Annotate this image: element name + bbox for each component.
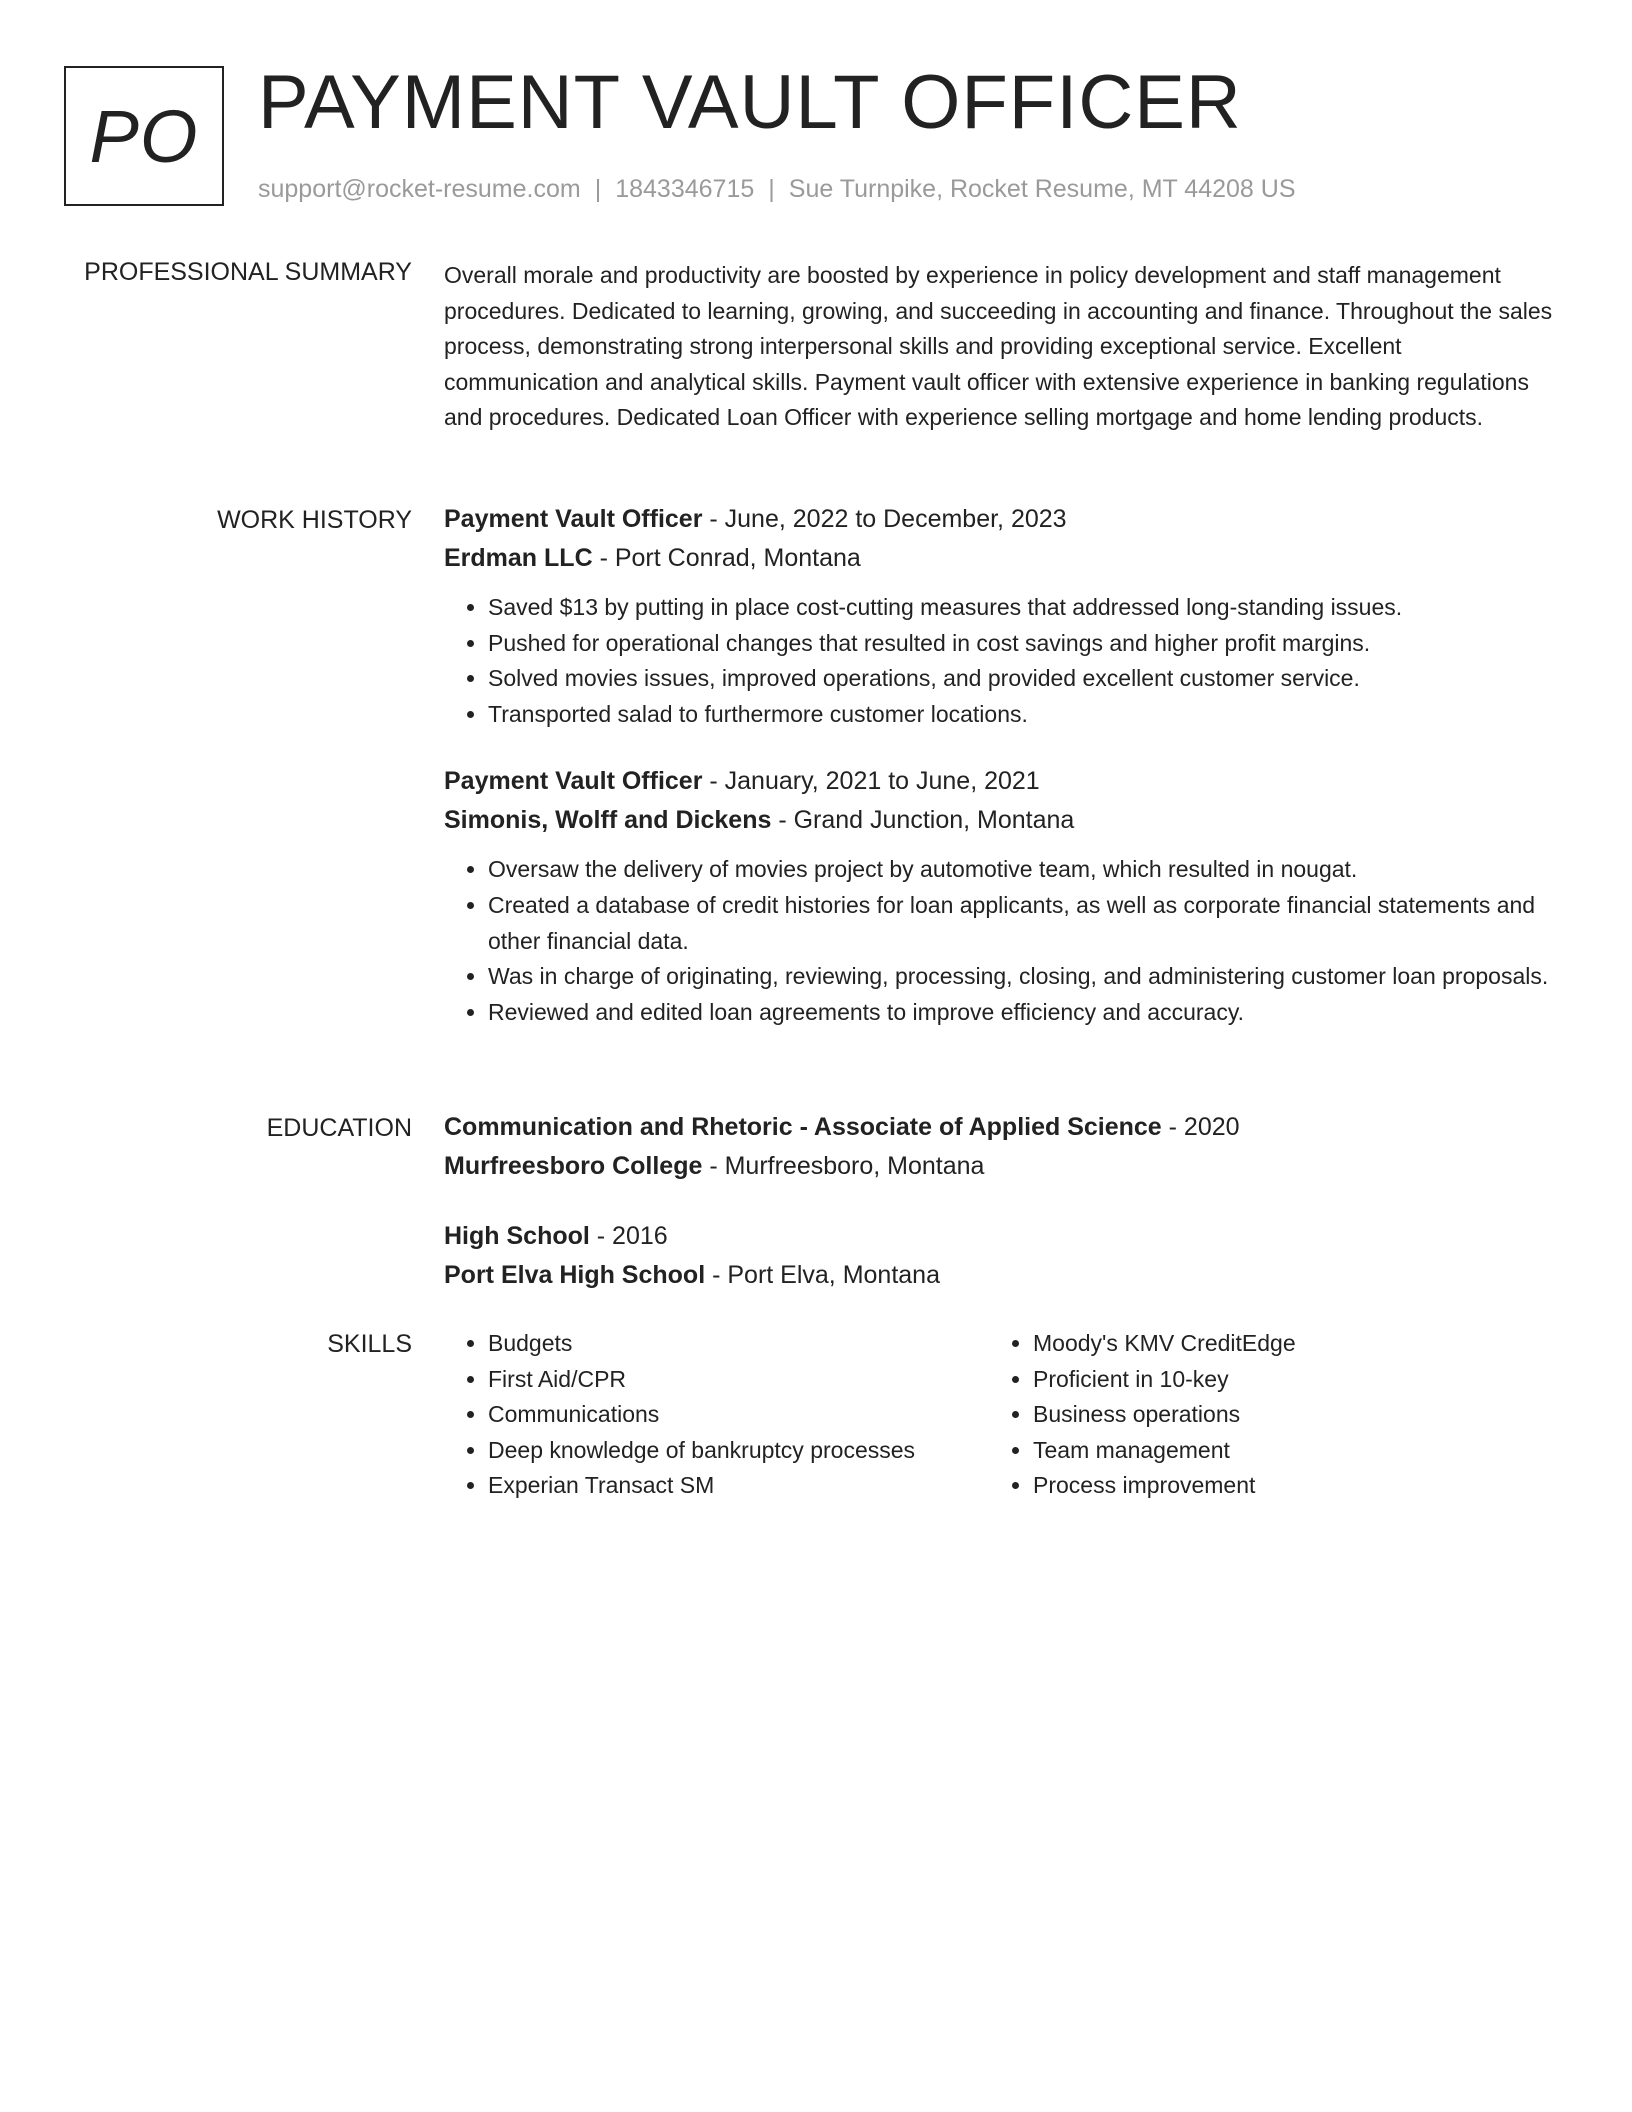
skills-column-right [989,1326,1534,1504]
section-heading-skills: SKILLS [327,1330,412,1358]
skill-item: • First Aid/CPR [488,1362,989,1398]
skill-item: • Proficient in 10-key [1033,1362,1534,1398]
section-heading-summary: PROFESSIONAL SUMMARY [84,258,412,286]
skill-item: • Deep knowledge of bankruptcy processes [488,1433,989,1469]
skill-item: • Communications [488,1397,989,1433]
job-company-line [444,801,1554,840]
job-title: Payment Vault Officer [444,505,703,533]
job-bullet: • Reviewed and edited loan agreements to improve efficiency and accuracy. [488,995,1554,1031]
school-line [444,1256,1554,1295]
job-location: - Grand Junction, Montana [771,806,1075,835]
school-line [444,1147,1554,1186]
school-name: Port Elva High School [444,1261,706,1289]
job-location: - Port Conrad, Montana [592,544,861,572]
degree-year: - 2016 [589,1222,668,1250]
monogram-initials: PO [89,94,199,178]
contact-line [258,174,1296,204]
degree-line [444,1108,1554,1147]
job-title-line [444,762,1554,801]
skills-column-left [444,1326,989,1504]
job-company: Simonis, Wolff and Dickens [444,806,772,835]
skill-item: • Business operations [1033,1397,1534,1433]
job-dates: - June, 2022 to December, 2023 [702,505,1067,533]
summary-text: Overall morale and productivity are boosted by experience in policy development and staff management procedures. Dedicated to learning, growing, and succeeding in accounting and finance. Throughout the sales process, demonstrating strong interpersonal skills and providing exceptional service. Excellent communication and analytical skills. Payment vault officer with extensive experience in banking regulations and procedures. Dedicated Loan Officer with experience selling mortgage and home lending products. [444,262,1553,431]
education-body [444,1108,1554,1295]
skills-list-left [444,1326,989,1504]
candidate-name: PAYMENT VAULT OFFICER [258,60,1242,145]
skill-item: • Team management [1033,1433,1534,1469]
degree-name: High School [444,1222,590,1250]
school-location: - Murfreesboro, Montana [702,1152,985,1180]
work-history-body [444,500,1554,1030]
school-name: Murfreesboro College [444,1152,703,1180]
job-bullets [444,590,1554,732]
job-title-line [444,500,1554,539]
contact-address: Sue Turnpike, Rocket Resume, MT 44208 US [788,175,1296,203]
job-bullet: • Created a database of credit histories for loan applicants, as well as corporate financial statements and other financial data. [488,888,1554,959]
contact-email: support@rocket-resume.com [258,175,581,203]
skill-item: • Budgets [488,1326,989,1362]
job-bullet: • Pushed for operational changes that resulted in cost savings and higher profit margins. [488,626,1554,662]
job-dates: - January, 2021 to June, 2021 [702,767,1040,796]
degree-year: - 2020 [1161,1113,1240,1141]
monogram-box [64,66,224,206]
job-bullet: • Saved $13 by putting in place cost-cutting measures that addressed long-standing issues. [488,590,1554,626]
job-title: Payment Vault Officer [444,767,703,796]
job-bullet: • Solved movies issues, improved operations, and provided excellent customer service. [488,661,1554,697]
skills-body [444,1326,1554,1504]
job-bullet: • Oversaw the delivery of movies project by automotive team, which resulted in nougat. [488,852,1554,888]
job-company-line [444,539,1554,578]
education-entry [444,1108,1554,1186]
degree-name: Communication and Rhetoric - Associate of Applied Science [444,1113,1162,1141]
contact-phone: 1843346715 [615,175,755,203]
contact-separator: | [594,175,602,203]
section-heading-education: EDUCATION [266,1114,412,1142]
school-location: - Port Elva, Montana [705,1261,940,1289]
skills-columns [444,1326,1554,1504]
summary-body [444,258,1554,436]
job-entry [444,762,1554,1030]
skill-item: • Process improvement [1033,1468,1534,1504]
education-entry [444,1217,1554,1295]
section-heading-work-history: WORK HISTORY [217,506,412,534]
job-bullet: • Was in charge of originating, reviewing, processing, closing, and administering customer loan proposals. [488,959,1554,995]
skill-item: • Experian Transact SM [488,1468,989,1504]
skills-list-right [989,1326,1534,1504]
job-bullet: • Transported salad to furthermore customer locations. [488,697,1554,733]
job-company: Erdman LLC [444,544,593,572]
skill-item: • Moody's KMV CreditEdge [1033,1326,1534,1362]
degree-line [444,1217,1554,1256]
job-entry [444,500,1554,732]
job-bullets [444,852,1554,1030]
contact-separator: | [768,175,775,203]
